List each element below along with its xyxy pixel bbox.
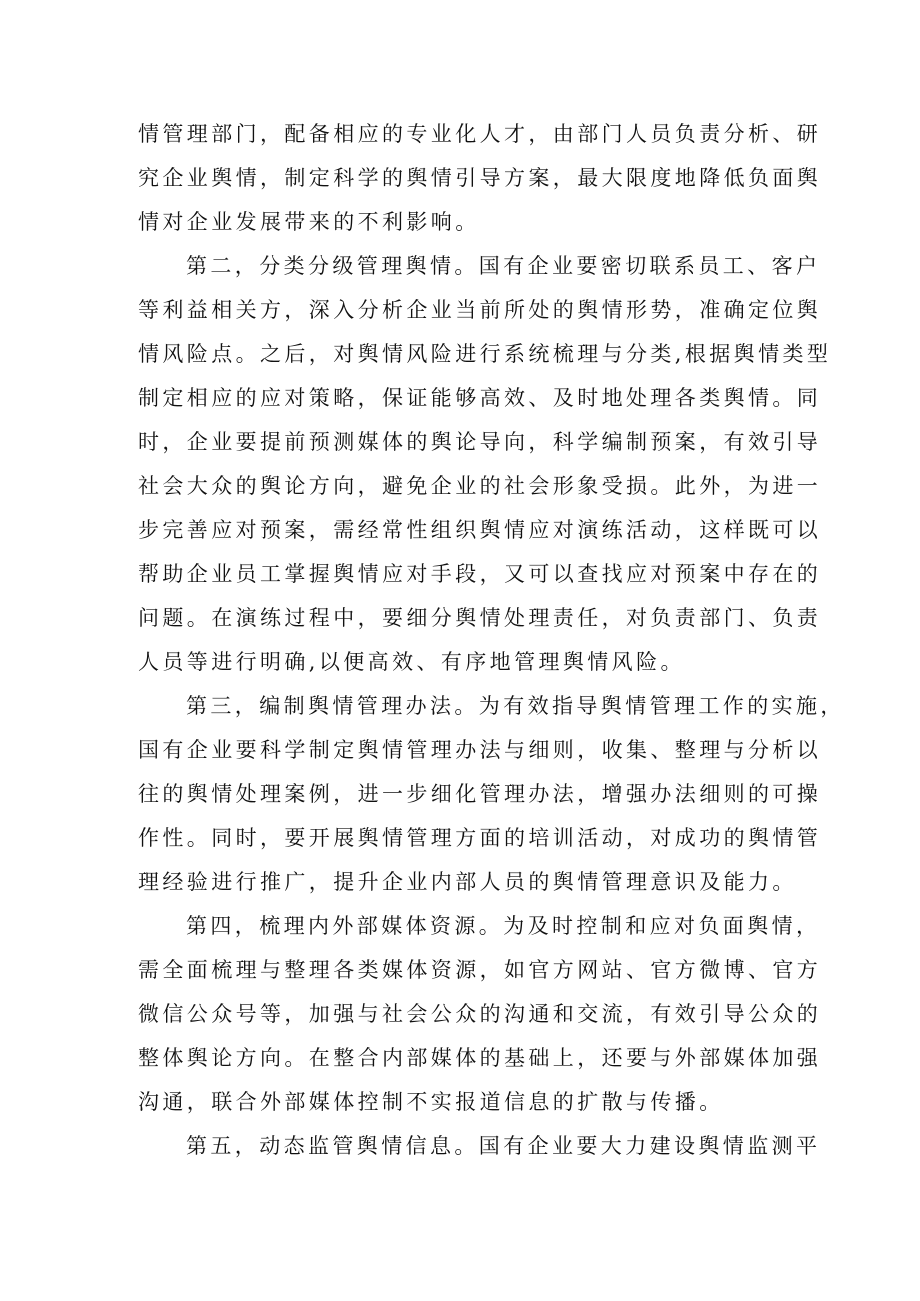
text-line: 情对企业发展带来的不利影响。 bbox=[138, 210, 480, 234]
text-line: 整体舆论方向。在整合内部媒体的基础上，还要与外部媒体加强 bbox=[138, 1046, 822, 1070]
text-line: 步完善应对预案，需经常性组织舆情应对演练活动，这样既可以 bbox=[138, 518, 822, 542]
text-line: 问题。在演练过程中，要细分舆情处理责任，对负责部门、负责 bbox=[138, 606, 822, 630]
text-line: 制定相应的应对策略，保证能够高效、及时地处理各类舆情。同 bbox=[138, 386, 822, 410]
text-line: 情管理部门，配备相应的专业化人才，由部门人员负责分析、研 bbox=[138, 122, 822, 146]
text-line: 第五，动态监管舆情信息。国有企业要大力建设舆情监测平 bbox=[186, 1134, 821, 1158]
text-line: 人员等进行明确,以便高效、有序地管理舆情风险。 bbox=[138, 650, 685, 674]
text-line: 需全面梳理与整理各类媒体资源，如官方网站、官方微博、官方 bbox=[138, 958, 822, 982]
text-line: 理经验进行推广，提升企业内部人员的舆情管理意识及能力。 bbox=[138, 870, 797, 894]
text-line: 帮助企业员工掌握舆情应对手段，又可以查找应对预案中存在的 bbox=[138, 562, 822, 586]
text-line: 国有企业要科学制定舆情管理办法与细则，收集、整理与分析以 bbox=[138, 738, 822, 762]
text-line: 时，企业要提前预测媒体的舆论导向，科学编制预案，有效引导 bbox=[138, 430, 822, 454]
text-line: 微信公众号等，加强与社会公众的沟通和交流，有效引导公众的 bbox=[138, 1002, 822, 1026]
body-text bbox=[138, 112, 845, 1168]
text-line: 沟通，联合外部媒体控制不实报道信息的扩散与传播。 bbox=[138, 1090, 724, 1114]
text-line: 情风险点。之后，对舆情风险进行系统梳理与分类,根据舆情类型 bbox=[138, 342, 832, 366]
text-line: 往的舆情处理案例，进一步细化管理办法，增强办法细则的可操 bbox=[138, 782, 822, 806]
text-line: 第四，梳理内外部媒体资源。为及时控制和应对负面舆情， bbox=[186, 914, 821, 938]
text-line: 第三，编制舆情管理办法。为有效指导舆情管理工作的实施， bbox=[186, 694, 845, 718]
text-line: 究企业舆情，制定科学的舆情引导方案，最大限度地降低负面舆 bbox=[138, 166, 822, 190]
text-line: 作性。同时，要开展舆情管理方面的培训活动，对成功的舆情管 bbox=[138, 826, 822, 850]
text-line: 第二，分类分级管理舆情。国有企业要密切联系员工、客户 bbox=[186, 254, 821, 278]
text-line: 社会大众的舆论方向，避免企业的社会形象受损。此外，为进一 bbox=[138, 474, 822, 498]
text-line: 等利益相关方，深入分析企业当前所处的舆情形势，准确定位舆 bbox=[138, 298, 822, 322]
